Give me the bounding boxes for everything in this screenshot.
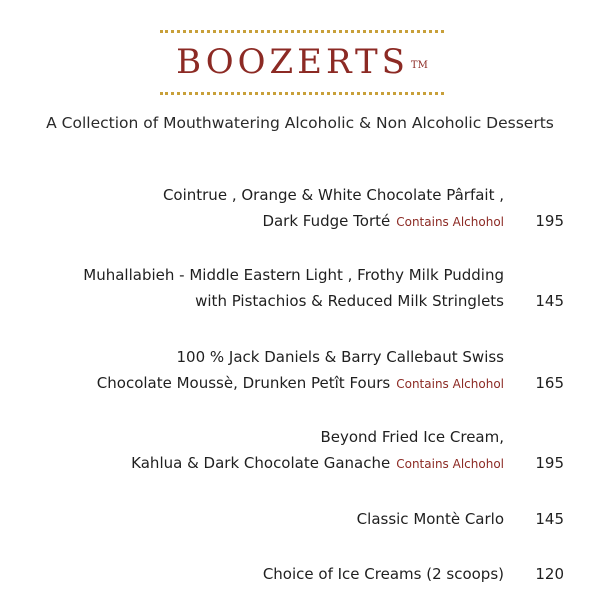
item-name-line-1: Beyond Fried Ice Cream, xyxy=(320,428,504,446)
alcohol-note: Contains Alchohol xyxy=(396,215,504,229)
item-name-line-1: 100 % Jack Daniels & Barry Callebaut Swiss xyxy=(176,348,504,366)
item-price: 145 xyxy=(535,510,564,528)
menu-header xyxy=(160,30,444,96)
item-name-line-2: Dark Fudge Torté Contains Alchohol xyxy=(262,212,504,230)
item-price: 145 xyxy=(535,292,564,310)
item-name-line-1: Cointrue , Orange & White Chocolate Pârfait , xyxy=(162,186,504,204)
trademark-mark: TM xyxy=(410,60,428,71)
menu-title: BOOZERTS ™ xyxy=(176,42,428,82)
item-name-line-2: Kahlua & Dark Chocolate Ganache Contains Alchohol xyxy=(131,454,504,472)
dotted-rule-bottom xyxy=(160,92,444,95)
item-name-line-1: Muhallabieh - Middle Eastern Light , Frothy Milk Pudding xyxy=(83,266,504,284)
alcohol-note: Contains Alchohol xyxy=(396,457,504,471)
alcohol-note: Contains Alchohol xyxy=(396,377,504,391)
menu-subtitle: A Collection of Mouthwatering Alcoholic & Non Alcoholic Desserts xyxy=(46,114,554,132)
item-name-line-2: with Pistachios & Reduced Milk Stringlets xyxy=(195,292,504,310)
item-price: 120 xyxy=(535,565,564,583)
item-price: 195 xyxy=(535,454,564,472)
item-price: 195 xyxy=(535,212,564,230)
dotted-rule-top xyxy=(160,30,444,33)
item-name-line-2: Chocolate Moussè, Drunken Petît Fours Contains Alchohol xyxy=(96,374,504,392)
item-name: Choice of Ice Creams (2 scoops) xyxy=(262,565,504,583)
item-price: 165 xyxy=(535,374,564,392)
item-name: Classic Montè Carlo xyxy=(356,510,504,528)
